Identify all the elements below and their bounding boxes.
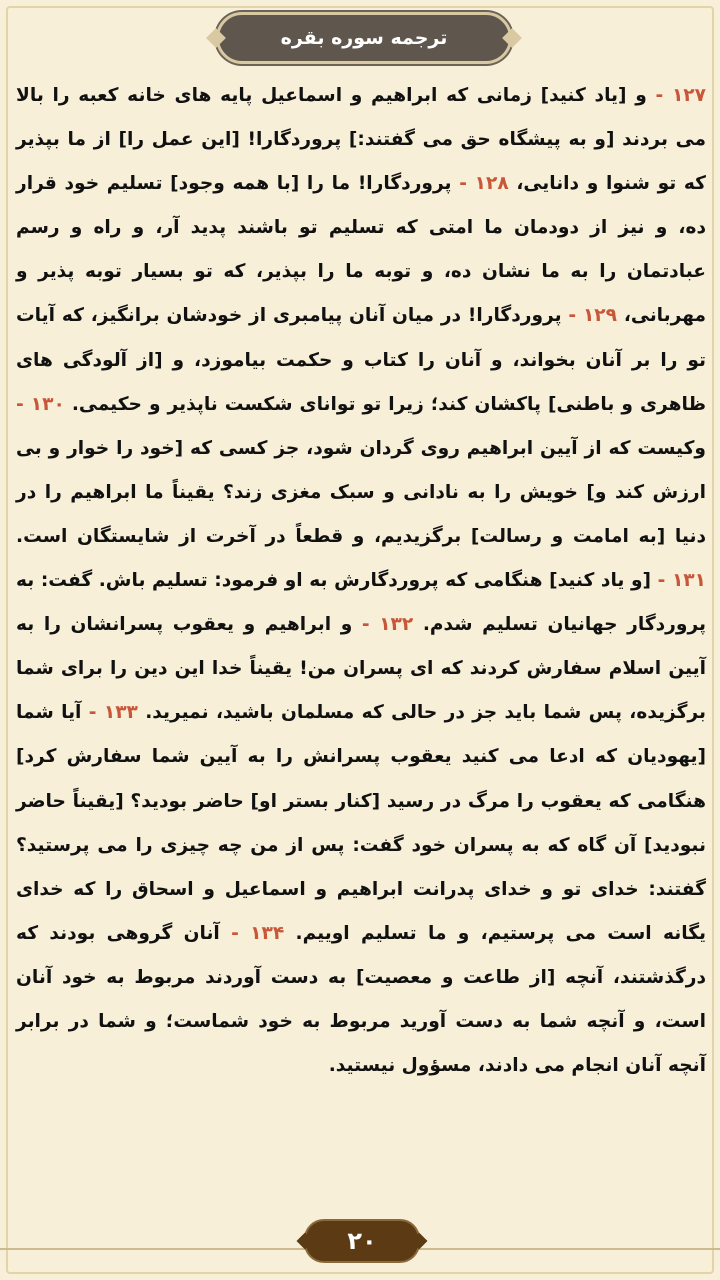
verse-number: ۱۲۹ - — [561, 305, 617, 327]
page-number-badge — [304, 1219, 420, 1263]
verse-number: ۱۲۷ - — [646, 85, 706, 106]
title-banner — [216, 12, 512, 64]
verse-text: و ابراهیم و یعقوب پسرانشان را به آیین اسلام سفارش کردند که ای پسران من! یقیناً خدا این دین را برای شما برگزیده، پس شما باید جز در حالی که مسلمان باشید، نمیرید. — [16, 614, 706, 724]
verse-number: ۱۳۳ - — [81, 702, 138, 724]
verse-number: ۱۳۴ - — [219, 922, 285, 944]
verse-text: [و یاد کنید] هنگامی که پروردگارش به او فرمود: تسلیم باش. گفت: به پروردگار جهانیان تسلیم شدم. — [16, 570, 706, 636]
translation-text — [16, 74, 706, 1088]
verse-text: آنان گروهی بودند که درگذشتند، آنچه [از طاعت و معصیت] به دست آوردند مربوط به خود آنان است، و آنچه شما به دست آورید مربوط به خود شماست؛ و شما در برابر آنچه آنان انجام می دادند، مسؤول نیستید. — [16, 922, 706, 1077]
verse-text: پروردگارا! ما را [با همه وجود] تسلیم خود قرار ده، و نیز از دودمان ما امتی که تسلیم تو باشند پدید آر، و راه و رسم عبادتمان را به ما نشان ده، و توبه ما را بپذیر، که تو بسیار توبه پذیر و مهربانی، — [16, 173, 706, 327]
verse-text: پروردگارا! در میان آنان پیامبری از خودشان برانگیز، که آیات تو را بر آنان بخواند، و آنان را کتاب و حکمت بیاموزد، و [از آلودگی های ظاهری و باطنی] پاکشان کند؛ زیرا تو توانای شکست ناپذیر و حکیمی. — [16, 305, 706, 415]
verse-number: ۱۲۸ - — [451, 173, 509, 195]
verse-text: وکیست که از آیین ابراهیم روی گردان شود، جز کسی که [خود را خوار و بی ارزش کند و] خویش را به نادانی و سبک مغزی زند؟ یقیناً ما ابراهیم را در دنیا [به امامت و رسالت] برگزیدیم، و قطعاً در آخرت از شایستگان است. — [16, 437, 706, 547]
verse-number: ۱۳۱ - — [651, 570, 706, 592]
verse-text: و [یاد کنید] زمانی که ابراهیم و اسماعیل پایه های خانه کعبه را بالا می بردند [و به پیشگاه حق می گفتند:] پروردگارا! [این عمل را] از ما بپذیر که تو شنوا و دانایی، — [16, 85, 706, 195]
page-title: ترجمه سوره بقره — [280, 27, 448, 49]
page-number: ۲۰ — [347, 1227, 377, 1255]
verse-text: آیا شما [یهودیان که ادعا می کنید یعقوب پسرانش را به آیین شما سفارش کرد] هنگامی که یعقوب را مرگ در رسید [کنار بستر او] حاضر بودید؟ [یقیناً حاضر نبودید] آن گاه که به پسران خود گفت: پس از من چه چیزی را می پرستید؟ گفتند: خدای تو و خدای پدرانت ابراهیم و اسماعیل و اسحاق را که خدای یگانه است می پرستیم، و ما تسلیم اوییم. — [16, 702, 706, 944]
verse-number: ۱۳۲ - — [352, 614, 414, 636]
verse-number: ۱۳۰ - — [16, 393, 65, 415]
